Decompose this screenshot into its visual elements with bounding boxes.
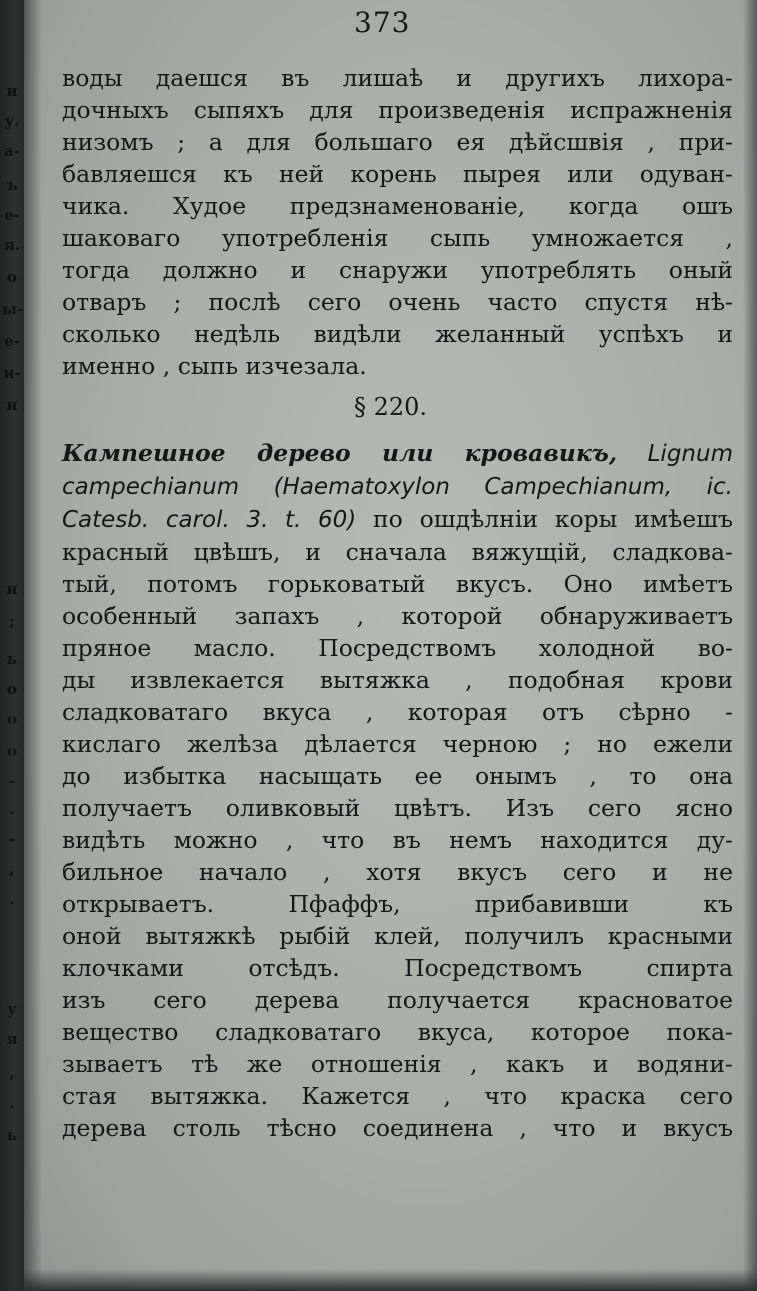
margin-fragment: - bbox=[8, 830, 16, 848]
paragraph-1-line: воды даешся въ лишаѣ и другихъ лихора- bbox=[62, 64, 733, 92]
margin-fragment: , bbox=[9, 1064, 15, 1082]
margin-fragment: . bbox=[9, 890, 15, 908]
paragraph-2-line: клочками отсѣдъ. Посредствомъ спирта bbox=[62, 954, 733, 982]
paragraph-1-line: тогда должно и снаружи употреблять оный bbox=[62, 256, 733, 284]
margin-fragment: о bbox=[6, 742, 17, 760]
margin-fragment: е- bbox=[4, 332, 20, 350]
margin-fragment: я. bbox=[3, 236, 21, 254]
paragraph-1-line: низомъ ; а для большаго ея дѣйсшвія , при- bbox=[62, 128, 733, 156]
paragraph-2-line: изъ сего дерева получается красноватое bbox=[62, 986, 733, 1014]
paragraph-2-line: получаетъ оливковый цвѣтъ. Изъ сего ясно bbox=[62, 794, 733, 822]
margin-fragment: ъ bbox=[6, 176, 18, 194]
paragraph-2-line: оной вытяжкѣ рыбій клей, получилъ красными bbox=[62, 922, 733, 950]
paragraph-1-line: бавляешся къ ней корень пырея или одуван- bbox=[62, 160, 733, 188]
margin-fragment: ; bbox=[9, 612, 15, 630]
margin-fragment: у. bbox=[4, 112, 20, 130]
margin-fragment: ь bbox=[6, 650, 18, 668]
margin-fragment: и bbox=[6, 82, 18, 100]
paragraph-1-line: чика. Худое предзнаменованіе, когда ошъ bbox=[62, 192, 733, 220]
paragraph-2-line: видѣть можно , что въ немъ находится ду- bbox=[62, 826, 733, 854]
paragraph-2-line: дерева столь тѣсно соединена , что и вкусъ bbox=[62, 1114, 733, 1142]
paragraph-2-line: тый, потомъ горьковатый вкусъ. Оно имѣетъ bbox=[62, 570, 733, 598]
paragraph-2-line: сладковатаго вкуса , которая отъ сѣрно - bbox=[62, 698, 733, 726]
margin-fragment: ы- bbox=[2, 300, 24, 318]
paragraph-1-line: именно , сыпь изчезала. bbox=[62, 352, 367, 380]
paragraph-2-line: ды извлекается вытяжка , подобная крови bbox=[62, 666, 733, 694]
page-right-shadow bbox=[743, 0, 757, 1291]
paragraph-2-line: кислаго желѣза дѣлается черною ; но ежели bbox=[62, 730, 733, 758]
margin-fragment: о bbox=[6, 680, 17, 698]
margin-fragment: . bbox=[9, 800, 15, 818]
page-number: 373 bbox=[354, 6, 411, 39]
paragraph-1-line: сколько недѣль видѣли желанный успѣхъ и bbox=[62, 320, 733, 348]
paragraph-2-line: красный цвѣшъ, и сначала вяжущій, сладкова- bbox=[62, 538, 733, 566]
paragraph-1-line: дочныхъ сыпяхъ для произведенія испражненія bbox=[62, 96, 733, 124]
paragraph-2-line: бильное начало , хотя вкусъ сего и не bbox=[62, 858, 733, 886]
margin-fragment: о bbox=[6, 268, 17, 286]
margin-fragment: е- bbox=[4, 206, 20, 224]
adjacent-page-edge bbox=[0, 0, 24, 1291]
paragraph-2-line bbox=[62, 470, 733, 503]
section-heading: § 220. bbox=[353, 393, 428, 421]
paragraph-2-line: зываетъ тѣ же отношенія , какъ и водяни- bbox=[62, 1050, 733, 1078]
paragraph-2-lead: Кампешное дерево или кровавикъ, bbox=[62, 439, 618, 467]
margin-fragment: - bbox=[8, 772, 16, 790]
margin-fragment: о bbox=[6, 710, 17, 728]
paragraph-2-line: особенный запахъ , которой обнаруживаетъ bbox=[62, 602, 733, 630]
page-bottom-shadow bbox=[24, 1269, 757, 1291]
paragraph-2-text: по ошдѣлніи коры имѣешъ bbox=[373, 505, 733, 533]
paragraph-2-line: вещество сладковатаго вкуса, которое пока- bbox=[62, 1018, 733, 1046]
paragraph-2-line: открываетъ. Пфаффъ, прибавивши къ bbox=[62, 890, 733, 918]
paragraph-1-line: отваръ ; послѣ сего очень часто спустя нѣ- bbox=[62, 288, 733, 316]
paragraph-2-line bbox=[62, 503, 733, 536]
latin-citation: Catesb. carol. 3. t. 60) bbox=[62, 507, 357, 533]
margin-fragment: и bbox=[6, 580, 18, 598]
book-page bbox=[24, 0, 757, 1291]
paragraph-2-line: до избытка насыщать ее онымъ , то она bbox=[62, 762, 733, 790]
margin-fragment: ь bbox=[6, 1126, 18, 1144]
margin-fragment: а- bbox=[4, 142, 20, 160]
paragraph-1 bbox=[62, 62, 733, 382]
latin-name: Lignum bbox=[647, 441, 733, 467]
paragraph-2 bbox=[62, 437, 733, 1144]
paragraph-2-line: пряное масло. Посредствомъ холодной во- bbox=[62, 634, 733, 662]
margin-fragment: . bbox=[9, 1094, 15, 1112]
latin-name: campechianum (Haematoxylon Campechianum, ic. bbox=[62, 474, 733, 500]
paragraph-2-line: стая вытяжка. Кажется , что краска сего bbox=[62, 1082, 733, 1110]
margin-fragment: у bbox=[7, 1000, 17, 1018]
margin-fragment: и bbox=[6, 396, 18, 414]
margin-fragment: и- bbox=[3, 364, 21, 382]
margin-fragment: , bbox=[9, 860, 15, 878]
paragraph-1-line: шаковаго употребленія сыпь умножается , bbox=[62, 224, 733, 252]
paragraph-2-line bbox=[62, 437, 733, 470]
margin-fragment: я bbox=[6, 1030, 18, 1048]
